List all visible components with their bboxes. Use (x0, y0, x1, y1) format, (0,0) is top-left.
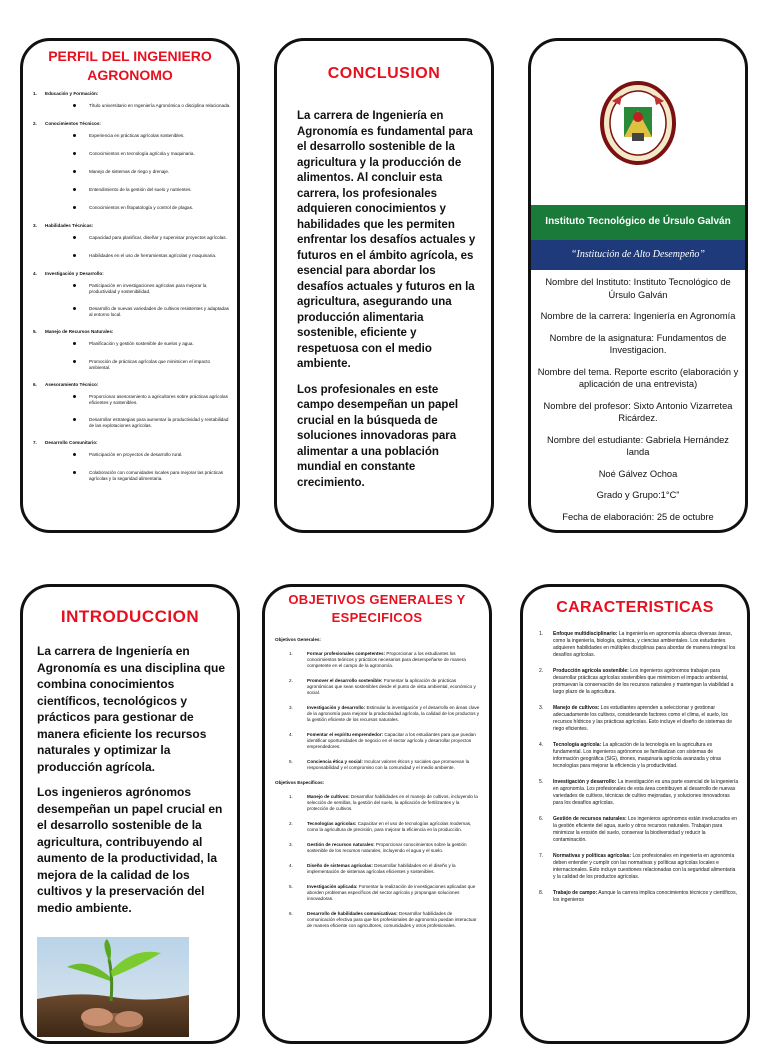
perfil-section-number: 4. (33, 271, 37, 276)
caracteristica-head: Producción agrícola sostenible: (553, 668, 629, 674)
specific-objective-text: Desarrollar habilidades de comunicación efectiva para que los profesionales de agronomía puedan interactuar de manera eficiente con agricultores, comunidades y otros profesionales. (307, 911, 477, 928)
general-objective-head: Fomentar el espíritu emprendedor: (307, 732, 384, 737)
perfil-section-title: Desarrollo Comunitario: (45, 440, 98, 445)
specific-objective-number: 3. (289, 842, 293, 847)
perfil-section-title: Asesoramiento Técnico: (45, 382, 99, 387)
perfil-section-number: 6. (33, 382, 37, 387)
perfil-bullet-item: Título universitario en Ingeniería Agronómica o disciplina relacionada. (89, 103, 231, 108)
perfil-bullet-item: Conocimientos en tecnología agrícola y maquinaria. (89, 151, 231, 158)
perfil-bullet-item: Promoción de prácticas agrícolas que minimicen el impacto ambiental. (89, 359, 231, 371)
cover-panel (528, 38, 748, 533)
perfil-bullet-item: Habilidades en el uso de herramientas agrícolas y maquinaria. (89, 253, 231, 260)
caracteristica-head: Tecnología agrícola: (553, 742, 602, 748)
caracteristica-text: Los ingenieros agrónomos trabajan para desarrollar prácticas agrícolas sostenibles que minimicen el impacto ambiental, promuevan la conservación de los recursos naturales y mantengan la viabilidad a largo plazo de la agricultura. (553, 668, 734, 695)
perfil-bullet-item: Participación en investigaciones agrícolas para mejorar la productividad y sostenibilidad. (89, 283, 231, 295)
specific-objective-head: Gestión de recursos naturales: (307, 842, 375, 847)
general-objective-number: 1. (289, 651, 293, 656)
caracteristica-number: 1. (539, 631, 544, 637)
conclusion-paragraph-1: La carrera de Ingeniería en Agronomía es fundamental para el desarrollo sostenible de la agricultura y la producción de alimentos. Al concluir esta carrera, los profesionales adquieren conocimientos y habilidades que les permiten enfrentar los desafíos actuales y futuros en el ámbito agrícola, es esencial para abordar los desafíos actuales y futuros en la agricultura, asegurando una producción alimentaria sostenible, eficiente y respetuosa con el medio ambiente. (297, 110, 476, 370)
cover-info-line: Nombre del estudiante: Gabriela Hernández landa (547, 434, 729, 457)
specific-objective-number: 4. (289, 863, 293, 868)
perfil-sub-list (89, 133, 231, 212)
caracteristicas-title: CARACTERISTICAS (556, 599, 714, 616)
perfil-panel (20, 38, 240, 533)
caracteristica-item (531, 668, 739, 696)
intro-paragraph-2: Los ingenieros agrónomos desempeñan un papel crucial en el desarrollo sostenible de la agricultura, contribuyendo al aumento de la productividad, la mejora de la calidad de los cultivos y la preservación del medio ambiente. (37, 785, 223, 915)
perfil-bullet-item: Conocimientos en fitopatología y control de plagas. (89, 205, 231, 212)
cover-info-line: Grado y Grupo:1°C” (596, 490, 680, 500)
intro-paragraph-1: La carrera de Ingeniería en Agronomía es una disciplina que combina conocimientos científicos, tecnológicos y prácticos para gestionar de manera eficiente los recursos naturales y optimizar la producción agrícola. (37, 644, 226, 774)
perfil-section-head (33, 440, 231, 446)
perfil-section-head (33, 91, 231, 97)
general-objective-text: Estimular la investigación y el desarrollo en áreas clave de la agronomía para mejorar la productividad agrícola, la calidad de los productos y la gestión eficiente de los recursos naturales. (307, 705, 480, 722)
institute-logo (531, 81, 745, 167)
caracteristica-head: Enfoque multidisciplinario: (553, 631, 618, 637)
perfil-section-head (33, 223, 231, 229)
caracteristica-text: La investigación es una parte esencial de la ingeniería en agronomía. Los profesionales de esta área contribuyen al desarrollo de nuevas variedades de cultivos, técnicas de cultivo mejoradas, y soluciones innovadoras para los desafíos agrícolas. (553, 779, 739, 806)
specific-objective-head: Manejo de cultivos: (307, 794, 350, 799)
cover-info-line: Nombre de la carrera: Ingeniería en Agronomía (540, 311, 736, 321)
specific-objective (275, 794, 481, 812)
caracteristica-item (531, 853, 739, 881)
caracteristica-head: Gestión de recursos naturales: (553, 816, 627, 822)
caracteristica-number: 3. (539, 705, 544, 711)
caracteristica-number: 7. (539, 853, 544, 859)
general-objective-text: Proporcionar a los estudiantes los conocimientos teóricos y prácticos necesarios para desempeñarse de manera competente en el campo de la agronomía. (307, 651, 466, 668)
general-label: Objetivos Generales: (275, 637, 321, 642)
general-objective-number: 3. (289, 705, 293, 710)
cover-info-line: Nombre de la asignatura: Fundamentos de Investigacion. (549, 332, 727, 355)
perfil-bullet-item: Planificación y gestión sostenible de suelos y agua. (89, 341, 231, 348)
institute-seal-icon (598, 81, 678, 165)
caracteristica-text: Aunque la carrera implica conocimientos técnicos y científicos, los ingenieros (553, 890, 737, 903)
specific-objective-number: 5. (289, 884, 293, 889)
specific-objective-text: Capacitar en el uso de tecnologías agrícolas modernas, como la agricultura de precisión, para mejorar la eficiencia en la producción. (307, 821, 472, 832)
perfil-section-number: 7. (33, 440, 37, 445)
general-objective (275, 678, 481, 696)
specific-objective (275, 884, 481, 902)
perfil-sub-list (89, 283, 231, 318)
caracteristica-text: La ingeniería en agronomía abarca diversas áreas, como la ingeniería, biología, química, y ciencias ambientales. Los estudiantes adquieren habilidades en múltiples disciplinas para abordar de manera integral los desafíos agrícolas. (553, 631, 736, 658)
cover-info-line: Nombre del tema. Reporte escrito (elaboración y aplicación de una entrevista) (537, 366, 739, 389)
specific-objective (275, 911, 481, 929)
perfil-section-head (33, 329, 231, 335)
specific-objective-text: Fomentar la realización de investigaciones aplicadas que aborden problemas específicos del sector agrícola y propongan soluciones innovadoras. (307, 884, 476, 901)
specific-objective-text: Desarrollar habilidades en el diseño y la implementación de sistemas agrícolas eficientes y sostenibles. (307, 863, 456, 874)
caracteristica-text: Los estudiantes aprenden a seleccionar y gestionar adecuadamente los cultivos, considerando factores como el clima, el suelo, los recursos hídricos y las prácticas agrícolas. Esto incluye el diseño de sistemas de riego eficientes. (553, 705, 732, 732)
perfil-bullet-item: Experiencia en prácticas agrícolas sostenibles. (89, 133, 231, 140)
intro-title: INTRODUCCION (60, 607, 200, 626)
perfil-bullet-item: Entendimiento de la gestión del suelo y nutrientes. (89, 187, 231, 194)
caracteristica-item (531, 631, 739, 659)
perfil-section (31, 440, 231, 482)
motto-band: “Institución de Alto Desempeño” (531, 240, 745, 270)
caracteristica-head: Trabajo de campo: (553, 890, 598, 896)
perfil-bullet-item: Manejo de sistemas de riego y drenaje. (89, 169, 231, 176)
caracteristica-number: 2. (539, 668, 544, 674)
objetivos-body (275, 637, 481, 929)
specific-objective-number: 2. (289, 821, 293, 826)
perfil-section (31, 382, 231, 429)
caracteristica-item (531, 779, 739, 807)
specific-objective-head: Diseño de sistemas agrícolas: (307, 863, 373, 868)
specific-objective-head: Desarrollo de habilidades comunicativas: (307, 911, 398, 916)
caracteristica-number: 6. (539, 816, 544, 822)
specific-objective-head: Investigación aplicada: (307, 884, 358, 889)
perfil-section-number: 2. (33, 121, 37, 126)
specific-objective-number: 1. (289, 794, 293, 799)
caracteristica-text: Los profesionales en ingeniería en agronomía deben entender y cumplir con las normativas y políticas agrícolas locales e internacionales. Esto incluye cuestiones relacionadas con la seguridad alimentaria y la calidad de los productos agrícolas. (553, 853, 736, 880)
perfil-section (31, 223, 231, 260)
caracteristica-text: Los ingenieros agrónomos están involucrados en la gestión eficiente del agua, suelo y otros recursos naturales. Trabajan para minimizar la erosión del suelo, conservar la biodiversidad y reducir la contaminación. (553, 816, 737, 843)
caracteristica-number: 5. (539, 779, 544, 785)
general-objective-head: Formar profesionales competentes: (307, 651, 386, 656)
specific-list (275, 794, 481, 929)
objetivos-panel (262, 584, 492, 1044)
perfil-sub-list (89, 394, 231, 429)
conclusion-paragraph-2: Los profesionales en este campo desempeñan un papel crucial en la búsqueda de soluciones innovadoras para alimentar a una población mundial en constante crecimiento. (297, 383, 459, 489)
caracteristica-number: 4. (539, 742, 544, 748)
perfil-section-head (33, 382, 231, 388)
perfil-bullet-item: Capacidad para planificar, diseñar y supervisar proyectos agrícolas. (89, 235, 231, 242)
cover-info-line: Nombre del Instituto: Instituto Tecnológico de Úrsulo Galván (545, 277, 731, 300)
perfil-section-title: Conocimientos Técnicos: (45, 121, 101, 126)
caracteristica-text: La aplicación de la tecnología en la agricultura es fundamental. Los ingenieros agrónomos se familiarizan con sistemas de información geográfica (SIG), drones, maquinaria agrícola avanzada y otras tecnologías para mejorar la eficiencia y la productividad. (553, 742, 722, 769)
perfil-bullet-item: Desarrollar estrategias para aumentar la productividad y rentabilidad de las explotaciones agrícolas. (89, 417, 231, 429)
general-objective-head: Promover el desarrollo sostenible: (307, 678, 383, 683)
cover-info (537, 276, 739, 523)
perfil-section-number: 3. (33, 223, 37, 228)
caracteristicas-list (531, 631, 739, 904)
perfil-section-title: Educación y Formación: (45, 91, 99, 96)
perfil-section-title: Habilidades Técnicas: (45, 223, 94, 228)
general-objective-text: Inculcar valores éticos y sociales que promuevan la responsabilidad y el compromiso con la comunidad y el medio ambiente. (307, 759, 470, 770)
intro-body (37, 643, 229, 916)
specific-objective-head: Tecnologías agrícolas: (307, 821, 357, 826)
perfil-section-head (33, 271, 231, 277)
perfil-section-number: 5. (33, 329, 37, 334)
perfil-bullet-item: Proporcionar asesoramiento a agricultores sobre prácticas agrícolas eficientes y sostenibles. (89, 394, 231, 406)
perfil-sub-list (89, 452, 231, 482)
caracteristica-item (531, 890, 739, 904)
perfil-sub-list (89, 235, 231, 260)
specific-objective (275, 842, 481, 854)
caracteristica-head: Manejo de cultivos: (553, 705, 600, 711)
general-objective (275, 732, 481, 750)
general-objective-text: Fomentar la aplicación de prácticas agronómicas que sean sostenibles desde el punto de vista ambiental, económico y social. (307, 678, 476, 695)
perfil-section-title: Investigación y Desarrollo: (45, 271, 104, 276)
general-objective-text: Capacitar a los estudiantes para que puedan identificar oportunidades de negocio en el sector agrícola y desarrollar proyectos emprendedores. (307, 732, 476, 749)
general-objective-number: 5. (289, 759, 293, 764)
caracteristica-number: 8. (539, 890, 544, 896)
general-objective-number: 4. (289, 732, 293, 737)
perfil-list (31, 91, 231, 482)
cover-info-line: Fecha de elaboración: 25 de octubre (562, 511, 714, 522)
general-objective (275, 651, 481, 669)
general-objective-head: Investigación y desarrollo: (307, 705, 366, 710)
caracteristica-item (531, 816, 739, 844)
cover-info-line: Nombre del profesor: Sixto Antonio Vizarretea Ricárdez. (543, 400, 733, 423)
caracteristica-item (531, 705, 739, 733)
perfil-sub-list (89, 103, 231, 110)
general-objective (275, 759, 481, 771)
perfil-bullet-item: Desarrollo de nuevas variedades de cultivos resistentes y adaptadas al entorno local. (89, 306, 231, 318)
perfil-section-head (33, 121, 231, 127)
perfil-section (31, 329, 231, 371)
cover-info-line: Noé Gálvez Ochoa (598, 468, 678, 479)
caracteristica-head: Investigación y desarrollo: (553, 779, 617, 785)
caracteristica-item (531, 742, 739, 770)
general-list (275, 651, 481, 771)
conclusion-title: CONCLUSION (327, 65, 441, 82)
perfil-section-title: Manejo de Recursos Naturales: (45, 329, 114, 334)
objetivos-title: OBJETIVOS GENERALES Y ESPECIFICOS (288, 592, 466, 625)
specific-label: Objetivos Específicos: (275, 780, 325, 785)
conclusion-panel (274, 38, 494, 533)
general-objective (275, 705, 481, 723)
perfil-section (31, 91, 231, 110)
specific-objective-number: 6. (289, 911, 293, 916)
caracteristica-head: Normativas y políticas agrícolas: (553, 853, 632, 859)
seedling-image (37, 937, 189, 1037)
perfil-title: PERFIL DEL INGENIERO AGRONOMO (48, 48, 212, 83)
perfil-section (31, 271, 231, 318)
perfil-section-number: 1. (33, 91, 37, 96)
perfil-bullet-item: Participación en proyectos de desarrollo rural. (89, 452, 231, 459)
perfil-bullet-item: Colaboración con comunidades locales para mejorar las prácticas agrícolas y la seguridad alimentaria. (89, 470, 231, 482)
perfil-sub-list (89, 341, 231, 371)
institute-band: Instituto Tecnológico de Úrsulo Galván (531, 205, 745, 240)
specific-objective (275, 863, 481, 875)
specific-objective-text: Proporcionar conocimientos sobre la gestión sostenible de los recursos naturales, incluyendo el agua y el suelo. (307, 842, 467, 853)
specific-objective (275, 821, 481, 833)
general-objective-number: 2. (289, 678, 293, 683)
perfil-section (31, 121, 231, 212)
intro-panel (20, 584, 240, 1044)
conclusion-body (297, 109, 477, 491)
general-objective-head: Conciencia ética y social: (307, 759, 363, 764)
caracteristicas-panel (520, 584, 750, 1044)
specific-objective-text: Desarrollar habilidades en el manejo de cultivos, incluyendo la selección de semillas, la gestión del suelo, la aplicación de fertilizantes y la protección de cultivos. (307, 794, 478, 811)
